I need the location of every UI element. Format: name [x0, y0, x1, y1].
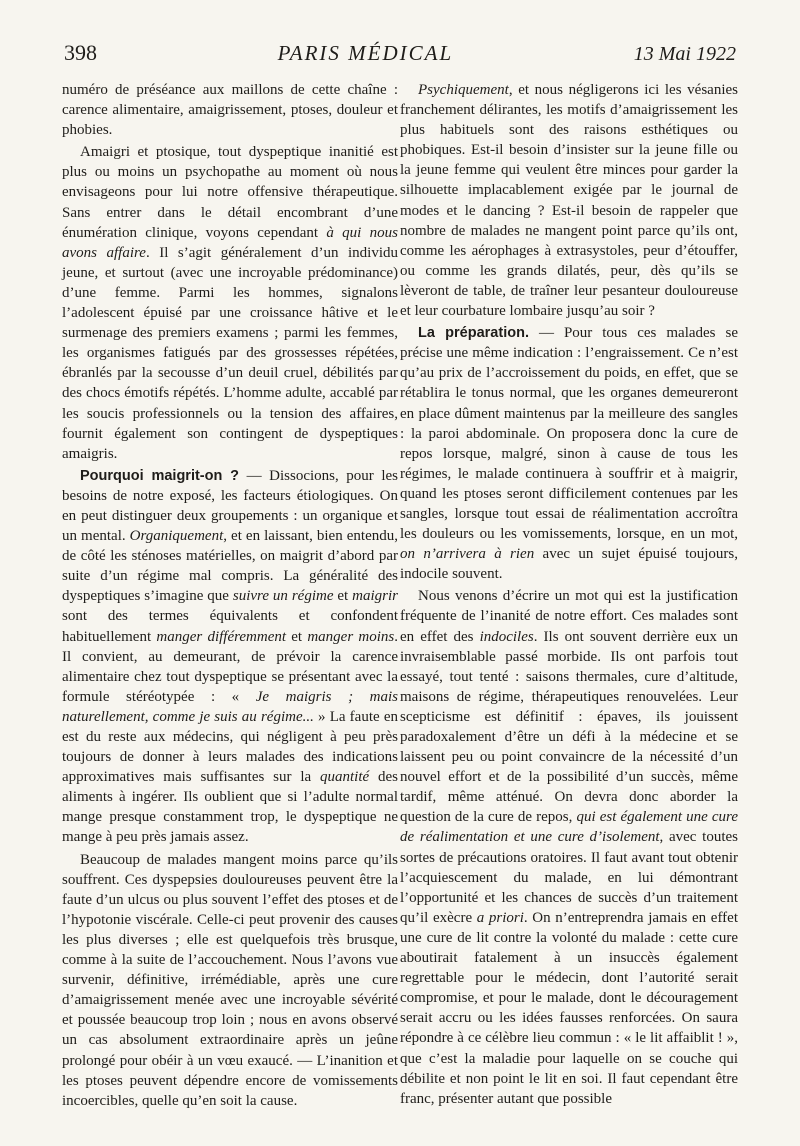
paragraph: Beaucoup de malades mangent moins parce qu’ils souffrent. Ces dyspepsies douloureuses peuvent être la faute d’un ulcus ou plus souvent l’effet des ptoses et de l’hypotonie viscérale. Celle-ci peut provenir des causes les plus diverses ; elle est quelquefois très brusque, comme à la suite de l’accouchement. Nous l’avons vue survenir, définitive, irrémédiable, après une cure d’amaigrissement menée avec une incroyable sévérité et poussée beaucoup trop loin ; nous en avons observé un cas absolument extraordinaire après un jeûne prolongé pour obéir à un vœu exaucé. — L’inanition et les ptoses peuvent dépendre encore de vomissements incoercibles, quelle qu’en soit la cause.: [62, 851, 398, 1109]
paragraph: Psychiquement, et nous négligerons ici les vésanies franchement délirantes, les motifs d’amaigrissement les plus habituels sont des raisons esthétiques ou phobiques. Est-il besoin d’insister sur la jeune fille ou la jeune femme qui veulent être minces pour garder la silhouette implacablement exigée par le journal de modes et le dancing ? Est-il besoin de rappeler que nombre de malades ne mangent point parce qu’ils ont, comme les aérophages à extrasystoles, peur d’étouffer, ou comme les grands dilatés, peur, dès qu’ils se lèveront de table, de traîner leur pesanteur douloureuse et leur courbature lombaire jusqu’au soir ?: [400, 82, 738, 320]
right-column: [400, 80, 738, 1111]
journal-title: PARIS MÉDICAL: [277, 41, 454, 65]
paragraph: Nous venons d’écrire un mot qui est la justification fréquente de l’inanité de notre effort. Ces malades sont en effet des indociles. Ils ont souvent derrière eux un invraisemblable passé morbide. Ils ont parfois tout essayé, tout tenté : saisons thermales, cure d’altitude, maisons de régime, thérapeutiques renouvelées. Leur scepticisme est définitif : épaves, ils jouissent paradoxalement d’être un défi à la médecine et se laissent peu ou point convaincre de la nécessité d’un nouvel effort et de la possibilité d’un succès, même tardif, même atténué. On devra donc aborder la question de la cure de repos, qui est également une cure de réalimentation et une cure d’isolement, avec toutes sortes de précautions oratoires. Il faut avant tout obtenir l’acquiescement du malade, en lui démontrant l’opportunité et les chances de succès d’un traitement qu’il exècre a priori. On n’entreprendra jamais en effet une cure de lit contre la volonté du malade : cette cure aboutirait fatalement à un insuccès également regrettable pour le médecin, dont l’autorité serait compromise, et pour le malade, dont le découragement serait accru ou les idées fausses renforcées. On saura répondre à ce célèbre lieu commun : « le lit affaiblit ! », que c’est la maladie pour laquelle on se couche qui débilite et non point le lit en soi. Il faut cependant être franc, présenter autant que possible: [400, 588, 738, 1107]
running-header: [64, 40, 736, 74]
paragraph: Pourquoi maigrit-on ? — Dissocions, pour les besoins de notre exposé, les facteurs étiologiques. On en peut distinguer deux groupements : un organique et un mental. Organiquement, et en laissant, bien entendu, de côté les sténoses matérielles, on maigrit d’abord par suite d’un régime mal compris. La généralité des dyspeptiques s’imagine que suivre un régime et maigrir sont des termes équivalents et confondent habituellement manger différemment et manger moins. Il convient, au demeurant, de prévoir la carence alimentaire chez tout dyspeptique se présentant avec la formule stéréotypée : « Je maigris ; mais naturellement, comme je suis au régime... » La faute en est du reste aux médecins, qui négligent à peu près toujours de donner à leurs malades des indications approximatives mais suffisantes sur la quantité des aliments à ingérer. Ils oublient que si l’adulte normal mange presque constamment trop, le dyspeptique ne mange à peu près jamais assez.: [62, 467, 399, 846]
paragraph: numéro de préséance aux maillons de cette chaîne : carence alimentaire, amaigrissement, ptoses, douleur et phobies.: [62, 82, 398, 139]
paragraph: La préparation. — Pour tous ces malades se précise une même indication : l’engraissement. Ce n’est qu’au prix de l’accroissement du poids, en effet, que se rétablira le tonus normal, que les organes demeureront en place dûment maintenus par la meilleure des sangles : la paroi abdominale. On proposera donc la cure de repos lorsque, malgré, sinon à cause de tous les régimes, le malade continuera à souffrir et à maigrir, quand les ptoses seront difficilement contenues par les sangles, lorsque tout essai de réalimentation accroîtra les douleurs ou les vomissements, lorsque, en un mot, on n’arrivera à rien avec un sujet épuisé toujours, indocile souvent.: [400, 325, 738, 583]
page-number: 398: [64, 40, 97, 65]
section-heading: Pourquoi maigrit-on ?: [80, 467, 240, 484]
paragraph: Amaigri et ptosique, tout dyspeptique inanitié est plus ou moins un psychopathe au moment où nous envisageons pour lui notre offensive thérapeutique. Sans entrer dans le détail encombrant d’une énumération clinique, voyons cependant à qui nous avons affaire. Il s’agit généralement d’un individu jeune, et surtout (avec une incroyable prédominance) d’une femme. Parmi les hommes, signalons l’adolescent épuisé par une croissance hâtive et le surmenage des premiers examens ; parmi les femmes, les organismes fatigués par des grossesses répétées, ébranlés par la secousse d’un deuil cruel, débilités par des chocs émotifs répétés. L’homme adulte, accablé par les soucis professionnels ou la tension des affaires, fournit également son contingent de dyspeptiques amaigris.: [62, 144, 399, 462]
issue-date: 13 Mai 1922: [633, 43, 736, 65]
section-heading: La préparation.: [418, 325, 529, 342]
left-column: [62, 80, 398, 1113]
